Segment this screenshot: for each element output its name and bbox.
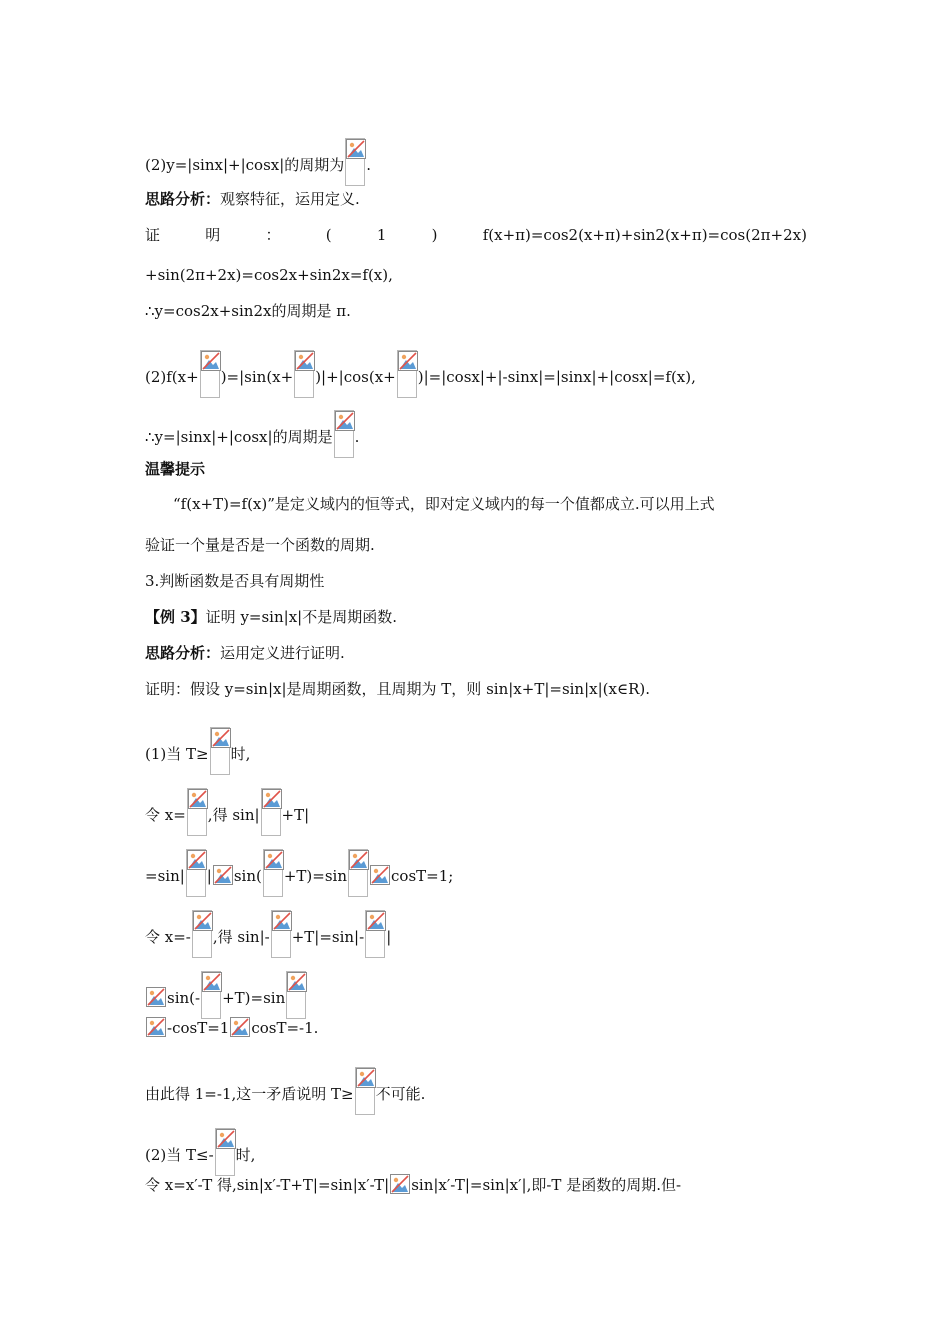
line-derivation-2 — [145, 971, 307, 1019]
image-icon — [146, 987, 166, 1007]
line-analysis-1 — [145, 189, 360, 209]
line-case-1 — [145, 727, 250, 775]
text: 令 x=- — [145, 928, 191, 946]
broken-image-icon — [261, 788, 281, 836]
line-derivation-1 — [145, 849, 453, 897]
text: | — [386, 928, 392, 946]
text: (2)当 T≤- — [145, 1146, 214, 1164]
line-proof-2: +sin(2π+2x)=cos2x+sin2x=f(x), — [145, 266, 393, 284]
text: 证明 y=sin|x|不是周期函数. — [205, 608, 397, 626]
text: f(x+π)=cos2(x+π)+sin2(x+π)=cos(2π+2x) — [482, 226, 807, 244]
text: 不可能. — [375, 1085, 426, 1103]
line-derivation-3 — [145, 1017, 318, 1038]
text: sin(- — [167, 989, 201, 1007]
text: 观察特征，运用定义. — [220, 190, 360, 208]
label: 思路分析： — [145, 190, 221, 208]
broken-image-icon — [334, 410, 354, 458]
text: 明 — [205, 226, 221, 244]
image-icon — [370, 865, 390, 885]
text: ,得 sin|- — [212, 928, 270, 946]
text: ： — [265, 226, 281, 244]
text: ( — [325, 226, 332, 244]
text: . — [366, 156, 372, 174]
image-icon — [390, 1174, 410, 1194]
broken-image-icon — [263, 849, 283, 897]
broken-image-icon — [200, 350, 220, 398]
text: +T)=sin — [283, 867, 348, 885]
broken-image-icon — [345, 138, 365, 186]
broken-image-icon — [271, 910, 291, 958]
text: +T| — [281, 806, 310, 824]
line-let-x-3 — [145, 1174, 681, 1195]
broken-image-icon — [286, 971, 306, 1019]
text: cosT=-1. — [251, 1019, 319, 1037]
text: +T|=sin|- — [291, 928, 365, 946]
text: -cosT=1 — [167, 1019, 230, 1037]
example-3-title — [145, 607, 397, 627]
text: sin|x′-T|=sin|x′|,即-T 是函数的周期.但- — [411, 1176, 682, 1194]
text: +T)=sin — [222, 989, 286, 1007]
text: 证 — [145, 226, 161, 244]
broken-image-icon — [215, 1128, 235, 1176]
line-analysis-2 — [145, 643, 345, 663]
line-proof-3: ∴y=cos2x+sin2x的周期是 π. — [145, 302, 351, 320]
line-case-2 — [145, 1128, 255, 1176]
broken-image-icon — [397, 350, 417, 398]
broken-image-icon — [201, 971, 221, 1019]
broken-image-icon — [186, 849, 206, 897]
text: )|=|cosx|+|-sinx|=|sinx|+|cosx|=f(x), — [417, 368, 696, 386]
broken-image-icon — [365, 910, 385, 958]
line-let-x-2 — [145, 910, 391, 958]
text: 时, — [230, 745, 251, 763]
image-icon — [230, 1017, 250, 1037]
line-period-question — [145, 138, 371, 186]
broken-image-icon — [210, 727, 230, 775]
text: 令 x=x′-T 得,sin|x′-T+T|=sin|x′-T| — [145, 1176, 390, 1194]
text: )=|sin(x+ — [220, 368, 294, 386]
image-icon — [146, 1017, 166, 1037]
text: ) — [431, 226, 438, 244]
line-proof-1 — [145, 225, 807, 245]
text: 由此得 1=-1,这一矛盾说明 T≥ — [145, 1085, 354, 1103]
text: 1 — [376, 226, 387, 244]
text: (1)当 T≥ — [145, 745, 209, 763]
text: 时, — [235, 1146, 256, 1164]
text: ∴y=|sinx|+|cosx|的周期是 — [145, 428, 333, 446]
text: cosT=1; — [391, 867, 454, 885]
text: . — [354, 428, 360, 446]
heading-tip: 温馨提示 — [145, 460, 206, 478]
text: 令 x= — [145, 806, 186, 824]
text: (2)y=|sinx|+|cosx|的周期为 — [145, 156, 345, 174]
broken-image-icon — [348, 849, 368, 897]
broken-image-icon — [294, 350, 314, 398]
line-proof-5 — [145, 410, 359, 458]
text: =sin| — [145, 867, 185, 885]
line-contradiction — [145, 1067, 425, 1115]
text: 运用定义进行证明. — [220, 644, 345, 662]
broken-image-icon — [192, 910, 212, 958]
broken-image-icon — [355, 1067, 375, 1115]
broken-image-icon — [187, 788, 207, 836]
text: ,得 sin| — [207, 806, 260, 824]
line-proof-6: 证明：假设 y=sin|x|是周期函数，且周期为 T，则 sin|x+T|=sin|x|(x∈R). — [145, 680, 650, 698]
text: | — [206, 867, 212, 885]
text: )|+|cos(x+ — [315, 368, 396, 386]
label: 【例 3】 — [145, 608, 206, 626]
tip-paragraph-line-1: “f(x+T)=f(x)”是定义域内的恒等式，即对定义域内的每一个值都成立.可以用上式 — [173, 495, 715, 513]
image-icon — [213, 865, 233, 885]
tip-paragraph-line-2: 验证一个量是否是一个函数的周期. — [145, 536, 375, 554]
line-proof-4 — [145, 350, 696, 398]
text: (2)f(x+ — [145, 368, 199, 386]
text: sin( — [233, 867, 262, 885]
label: 思路分析： — [145, 644, 221, 662]
section-heading-3: 3.判断函数是否具有周期性 — [145, 572, 325, 590]
line-let-x-1 — [145, 788, 309, 836]
